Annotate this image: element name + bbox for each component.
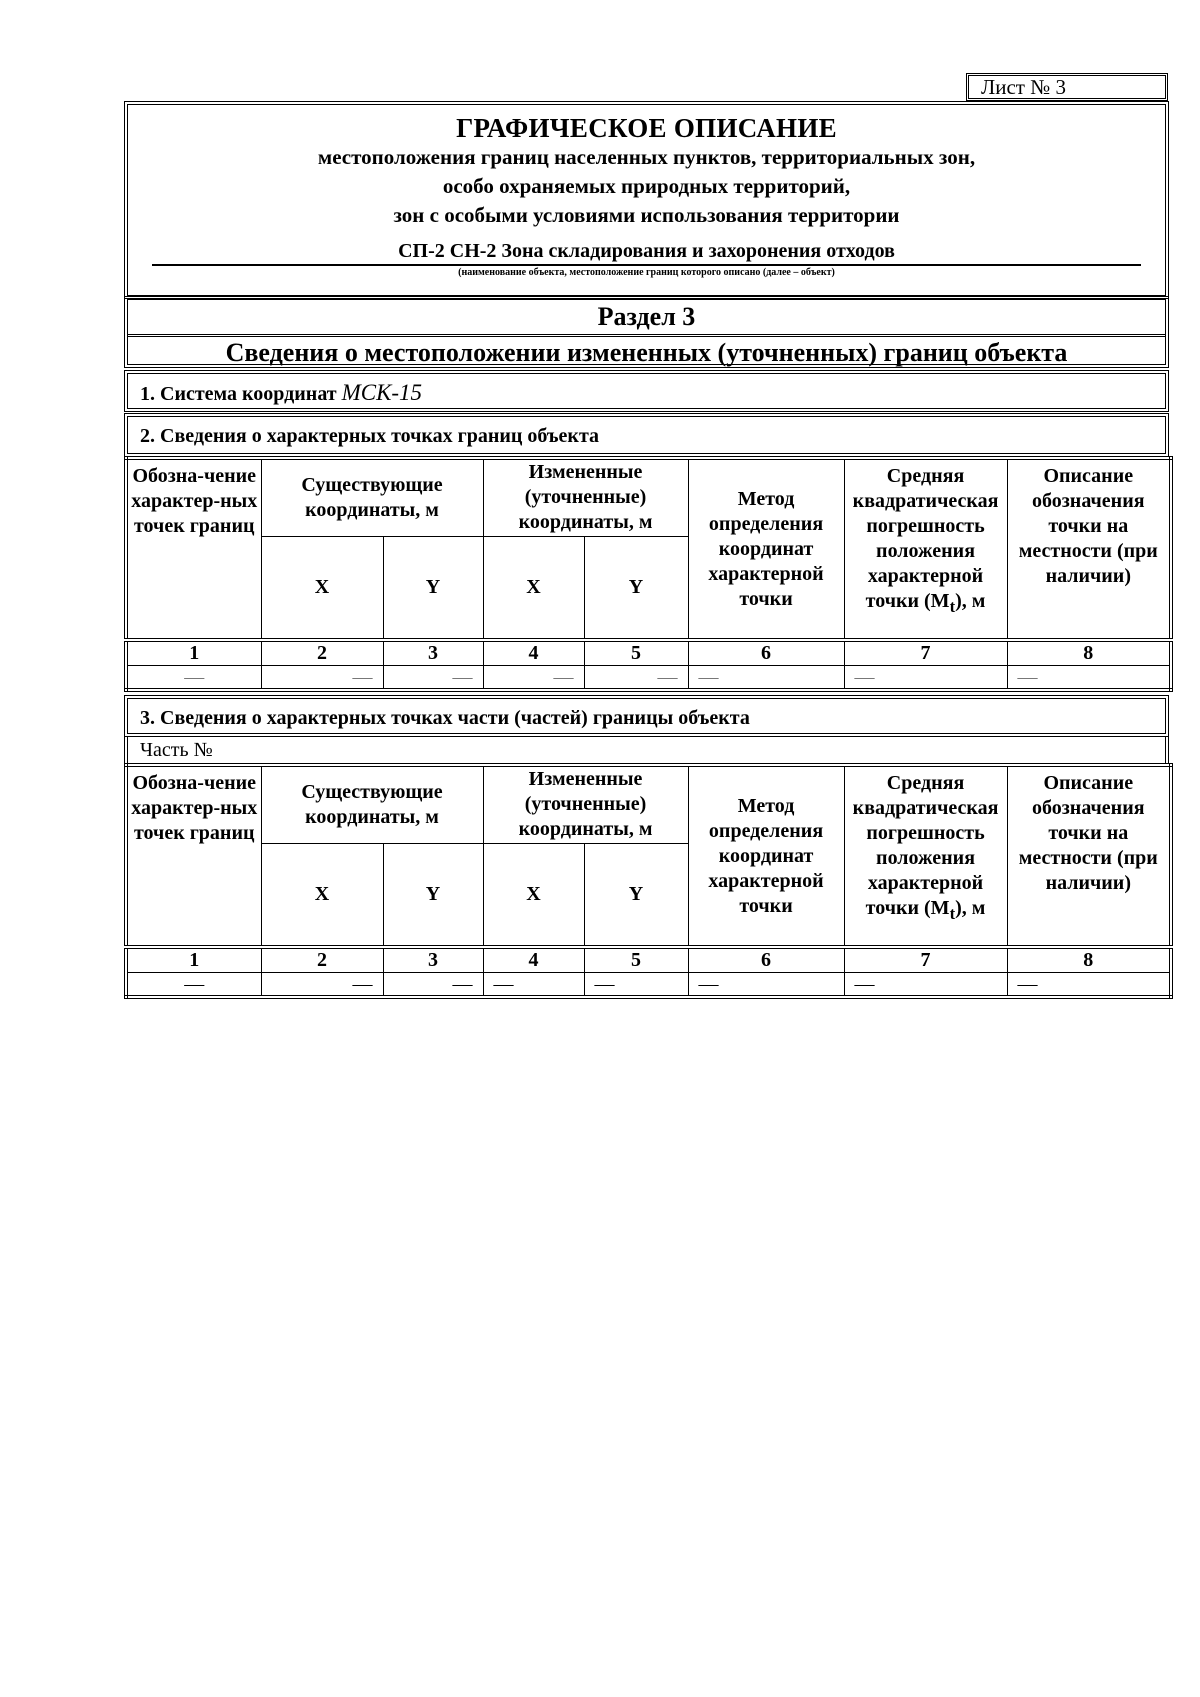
empty-cell: —: [383, 666, 483, 691]
empty-cell: —: [483, 973, 584, 998]
header-error-tail: ), м: [955, 897, 986, 919]
empty-cell: —: [261, 666, 383, 691]
parts-table: [124, 763, 1173, 999]
header-changed: Измененные (уточненные) координаты, м: [483, 458, 688, 536]
column-number-4: 4: [483, 947, 584, 973]
header-existing: Существующие координаты, м: [261, 458, 483, 536]
empty-cell: —: [1007, 973, 1171, 998]
object-name: СП-2 СН-2 Зона складирования и захоронения отходов: [398, 240, 895, 262]
header-changed-y: Y: [584, 843, 688, 947]
document-header: [124, 101, 1169, 299]
subtitle-line-3: зон с особыми условиями использования территории: [393, 203, 900, 227]
header-existing-y: Y: [383, 536, 483, 640]
parts-heading: 3. Сведения о характерных точках части (частей) границы объекта: [124, 695, 1169, 737]
empty-cell: —: [126, 666, 261, 691]
header-changed-y: Y: [584, 536, 688, 640]
column-number-4: 4: [483, 640, 584, 666]
column-number-3: 3: [383, 640, 483, 666]
column-number-1: 1: [126, 947, 261, 973]
points-table: [124, 456, 1173, 692]
header-designation: Обозна-чение характер-ных точек границ: [126, 458, 261, 640]
column-number-7: 7: [844, 947, 1007, 973]
object-caption: (наименование объекта, местоположение границ которого описано (далее – объект): [458, 267, 835, 278]
header-error: [844, 458, 1007, 640]
header-error-text: Средняя квадратическая погрешность положения характерной точки (M: [852, 465, 999, 612]
table-row: [126, 666, 1171, 691]
part-number-label: Часть №: [124, 737, 1169, 764]
column-number-5: 5: [584, 640, 688, 666]
empty-cell: —: [261, 973, 383, 998]
empty-cell: —: [688, 666, 844, 691]
header-description: Описание обозначения точки на местности (при наличии): [1007, 458, 1171, 640]
column-number-8: 8: [1007, 947, 1171, 973]
subtitle-line-1: местоположения границ населенных пунктов, территориальных зон,: [317, 145, 976, 169]
header-existing-y: Y: [383, 843, 483, 947]
column-number-1: 1: [126, 640, 261, 666]
sheet-number: Лист № 3: [966, 73, 1168, 101]
coordinate-system-label: 1. Система координат: [140, 383, 337, 405]
empty-cell: —: [383, 973, 483, 998]
column-number-8: 8: [1007, 640, 1171, 666]
header-changed-x: X: [483, 843, 584, 947]
subtitle-line-2: особо охраняемых природных территорий,: [442, 174, 851, 198]
section-header: [124, 296, 1169, 368]
section-number: Раздел 3: [128, 300, 1165, 337]
section-title: Сведения о местоположении измененных (уточненных) границ объекта: [225, 338, 1068, 367]
header-existing: Существующие координаты, м: [261, 765, 483, 843]
empty-cell: —: [584, 973, 688, 998]
empty-cell: —: [1007, 666, 1171, 691]
column-number-2: 2: [261, 947, 383, 973]
header-error-sub: t: [949, 904, 956, 923]
header-changed-x: X: [483, 536, 584, 640]
object-underline: [152, 264, 1141, 266]
header-method: Метод определения координат характерной точки: [688, 458, 844, 640]
header-error-text: Средняя квадратическая погрешность положения характерной точки (M: [852, 772, 999, 919]
column-number-6: 6: [688, 947, 844, 973]
column-number-2: 2: [261, 640, 383, 666]
empty-cell: —: [688, 973, 844, 998]
empty-cell: —: [844, 973, 1007, 998]
column-number-6: 6: [688, 640, 844, 666]
header-changed: Измененные (уточненные) координаты, м: [483, 765, 688, 843]
empty-cell: —: [483, 666, 584, 691]
coordinate-system: [124, 370, 1169, 412]
header-error-sub: t: [949, 597, 956, 616]
coordinate-system-value: МСК-15: [341, 380, 423, 405]
document-title: ГРАФИЧЕСКОЕ ОПИСАНИЕ: [456, 113, 837, 143]
column-number-3: 3: [383, 947, 483, 973]
table-row: [126, 973, 1171, 998]
column-number-5: 5: [584, 947, 688, 973]
empty-cell: —: [584, 666, 688, 691]
header-existing-x: X: [261, 843, 383, 947]
header-method: Метод определения координат характерной точки: [688, 765, 844, 947]
column-number-7: 7: [844, 640, 1007, 666]
points-heading: 2. Сведения о характерных точках границ объекта: [124, 413, 1169, 457]
header-designation: Обозна-чение характер-ных точек границ: [126, 765, 261, 947]
header-existing-x: X: [261, 536, 383, 640]
header-error-tail: ), м: [955, 590, 986, 612]
empty-cell: —: [844, 666, 1007, 691]
empty-cell: —: [126, 973, 261, 998]
header-description: Описание обозначения точки на местности (при наличии): [1007, 765, 1171, 947]
header-error: [844, 765, 1007, 947]
